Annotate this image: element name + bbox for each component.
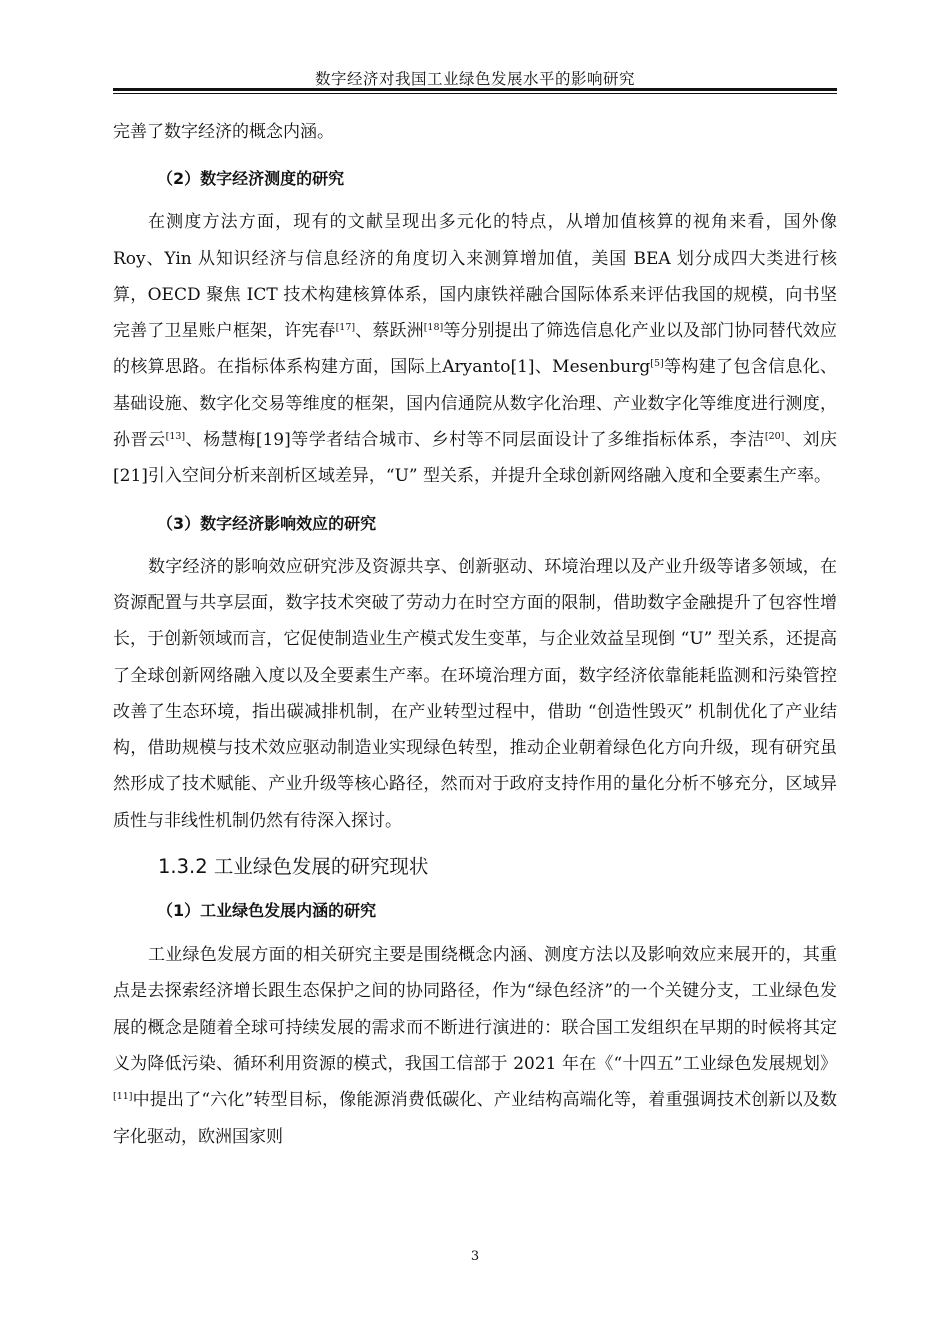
section-title: 1.3.2 工业绿色发展的研究现状	[158, 855, 429, 879]
text-run: 、刘庆[21]引入空间分析来剖析区域差异，“U” 型关系，并提升全球创新网络融入度和全要素生产率。	[113, 430, 837, 487]
measurement-paragraph	[113, 204, 837, 494]
citation-13: [13]	[165, 431, 186, 443]
text-run: 等分别提出了筛选信息化产业以及部门协同替代效应的核算思路。在指标体系构建方面，国际上Aryanto[1]、Mesenburg	[113, 321, 838, 378]
green-paragraph	[113, 937, 837, 1155]
citation-18: [18]	[423, 322, 444, 334]
header-rule-thin	[113, 93, 837, 94]
subheading-measurement: （2）数字经济测度的研究	[157, 169, 345, 189]
text-run: 、蔡跃洲	[355, 321, 424, 342]
page-number: 3	[470, 1249, 480, 1264]
text-run: 工业绿色发展方面的相关研究主要是围绕概念内涵、测度方法以及影响效应来展开的，其重点是去探索经济增长跟生态保护之间的协同路径，作为“绿色经济”的一个关键分支，工业绿色发展的概念是随着全球可持续发展的需求而不断进行演进的：联合国工发组织在早期的时候将其定义为降低污染、循环利用资源的模式，我国工信部于 2021 年在《“十四五”工业绿色发展规划》	[113, 945, 837, 1074]
header-rule-thick	[113, 88, 837, 91]
citation-20: [20]	[764, 431, 785, 443]
text-run: 中提出了“六化”转型目标，像能源消费低碳化、产业结构高端化等，着重强调技术创新以及数字化驱动，欧洲国家则	[113, 1090, 837, 1147]
body-text	[113, 114, 837, 1155]
continuation-paragraph: 完善了数字经济的概念内涵。	[113, 122, 334, 142]
subheading-effects: （3）数字经济影响效应的研究	[157, 513, 377, 533]
subheading-green-connotation: （1）工业绿色发展内涵的研究	[157, 901, 377, 921]
citation-17: [17]	[335, 322, 356, 334]
running-header: 数字经济对我国工业绿色发展水平的影响研究	[314, 70, 635, 88]
citation-11: [11]	[113, 1091, 133, 1103]
text-run: 等构建了包含信息化、基础设施、数字化交易等维度的框架，国内信通院从数字化治理、产业数字化等维度进行测度，孙晋云	[113, 357, 838, 451]
text-run: 在测度方法方面，现有的文献呈现出多元化的特点，从增加值核算的视角来看，国外像 Roy、Yin 从知识经济与信息经济的角度切入来测算增加值，美国 BEA 划分成四大类进行核算，OECD 聚焦 ICT 技术构建核算体系，国内康铁祥融合国际体系来评估我国的规模，向书坚完善了卫星账户框架，许宪春	[113, 212, 837, 342]
citation-5: [5]	[650, 358, 664, 370]
effects-paragraph: 数字经济的影响效应研究涉及资源共享、创新驱动、环境治理以及产业升级等诸多领域，在资源配置与共享层面，数字技术突破了劳动力在时空方面的限制，借助数字金融提升了包容性增长，于创新领域而言，它促使制造业生产模式发生变革，与企业效益呈现倒 “U” 型关系，还提高了全球创新网络融入度以及全要素生产率。在环境治理方面，数字经济依靠能耗监测和污染管控改善了生态环境，指出碳减排机制，在产业转型过程中，借助 “创造性毁灭” 机制优化了产业结构，借助规模与技术效应驱动制造业实现绿色转型，推动企业朝着绿色化方向升级，现有研究虽然形成了技术赋能、产业升级等核心路径，然而对于政府支持作用的量化分析不够充分，区域异质性与非线性机制仍然有待深入探讨。	[113, 556, 837, 831]
text-run: 、杨慧梅[19]等学者结合城市、乡村等不同层面设计了多维指标体系，李洁	[185, 430, 765, 451]
